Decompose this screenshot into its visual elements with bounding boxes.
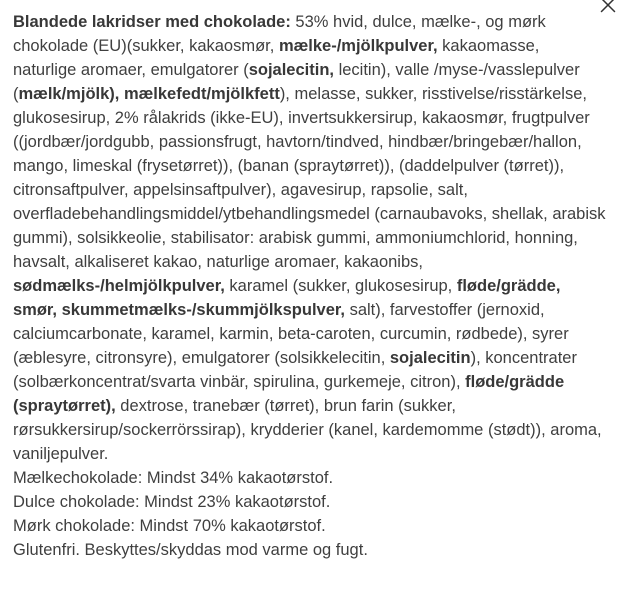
ingredients-paragraph (13, 10, 607, 466)
ingredient-text: kakaomasse, naturlige aromaer, emulgatorer ( (13, 37, 540, 79)
ingredient-text: 53% hvid, dulce, mælke-, og mørk chokolade (EU)(sukker, kakaosmør, (13, 13, 546, 55)
ingredient-highlight: mælk/mjölk), mælkefedt/mjölkfett (18, 85, 280, 103)
dark-chocolate-info-line: Mørk chokolade: Mindst 70% kakaotørstof. (13, 517, 326, 535)
ingredient-text: ), melasse, sukker, risstivelse/risstärkelse, glukosesirup, 2% rålakrids (ikke-EU), invertsukkersirup, kakaosmør, frugtpulver ((jordbær/jordgubb, passionsfrugt, havtorn/tindved, hindbær/bringebær/hallon, mango, limeskal (frysetørret)), (banan (spraytørret)), (daddelpulver (tørret)), citronsaftpulver, appelsinsaftpulver), agavesirup, rapsolie, salt, overfladebehandlingsmiddel/ytbehandlingsmedel (carnaubavoks, shellak, arabisk gummi), solsikkeolie, stabilisator: arabisk gummi, ammoniumchlorid, honning, havsalt, alkaliseret kakao, naturlige aromaer, kakaonibs, (13, 85, 606, 271)
dulce-chocolate-info-line: Dulce chokolade: Mindst 23% kakaotørstof. (13, 493, 331, 511)
ingredient-highlight: mælke-/mjölkpulver, (278, 37, 438, 55)
ingredient-text: karamel (sukker, glukosesirup, (224, 277, 457, 295)
ingredient-highlight: sødmælks-/helmjölkpulver, (13, 277, 225, 295)
ingredient-text: dextrose, tranebær (tørret), brun farin (sukker, rørsukkersirup/sockerrörssirap), krydderier (kanel, kardemomme (stødt)), aroma, vaniljepulver. (13, 397, 602, 463)
close-icon (599, 0, 617, 14)
ingredient-highlight: sojalecitin (389, 349, 471, 367)
storage-info-line: Glutenfri. Beskyttes/skyddas mod varme og fugt. (13, 541, 368, 559)
ingredient-text: lecitin), valle /myse-/vasslepulver ( (13, 61, 580, 103)
ingredient-text: ), koncentrater (solbærkoncentrat/svarta vinbär, spirulina, gurkemeje, citron), (13, 349, 577, 391)
ingredient-text: salt), farvestoffer (jernoxid, calciumcarbonate, karamel, karmin, beta-caroten, curcumin, rødbede), syrer (æblesyre, citronsyre), emulgatorer (solsikkelecitin, (13, 301, 569, 367)
milk-chocolate-info-line: Mælkechokolade: Mindst 34% kakaotørstof. (13, 469, 334, 487)
close-button[interactable] (599, 0, 617, 14)
ingredient-highlight: Blandede lakridser med chokolade: (13, 13, 291, 31)
ingredient-highlight: fløde/grädde, smør, skummetmælks-/skummjölkspulver, (13, 277, 561, 319)
ingredient-highlight: sojalecitin, (248, 61, 334, 79)
ingredient-highlight: fløde/grädde (spraytørret), (13, 373, 565, 415)
